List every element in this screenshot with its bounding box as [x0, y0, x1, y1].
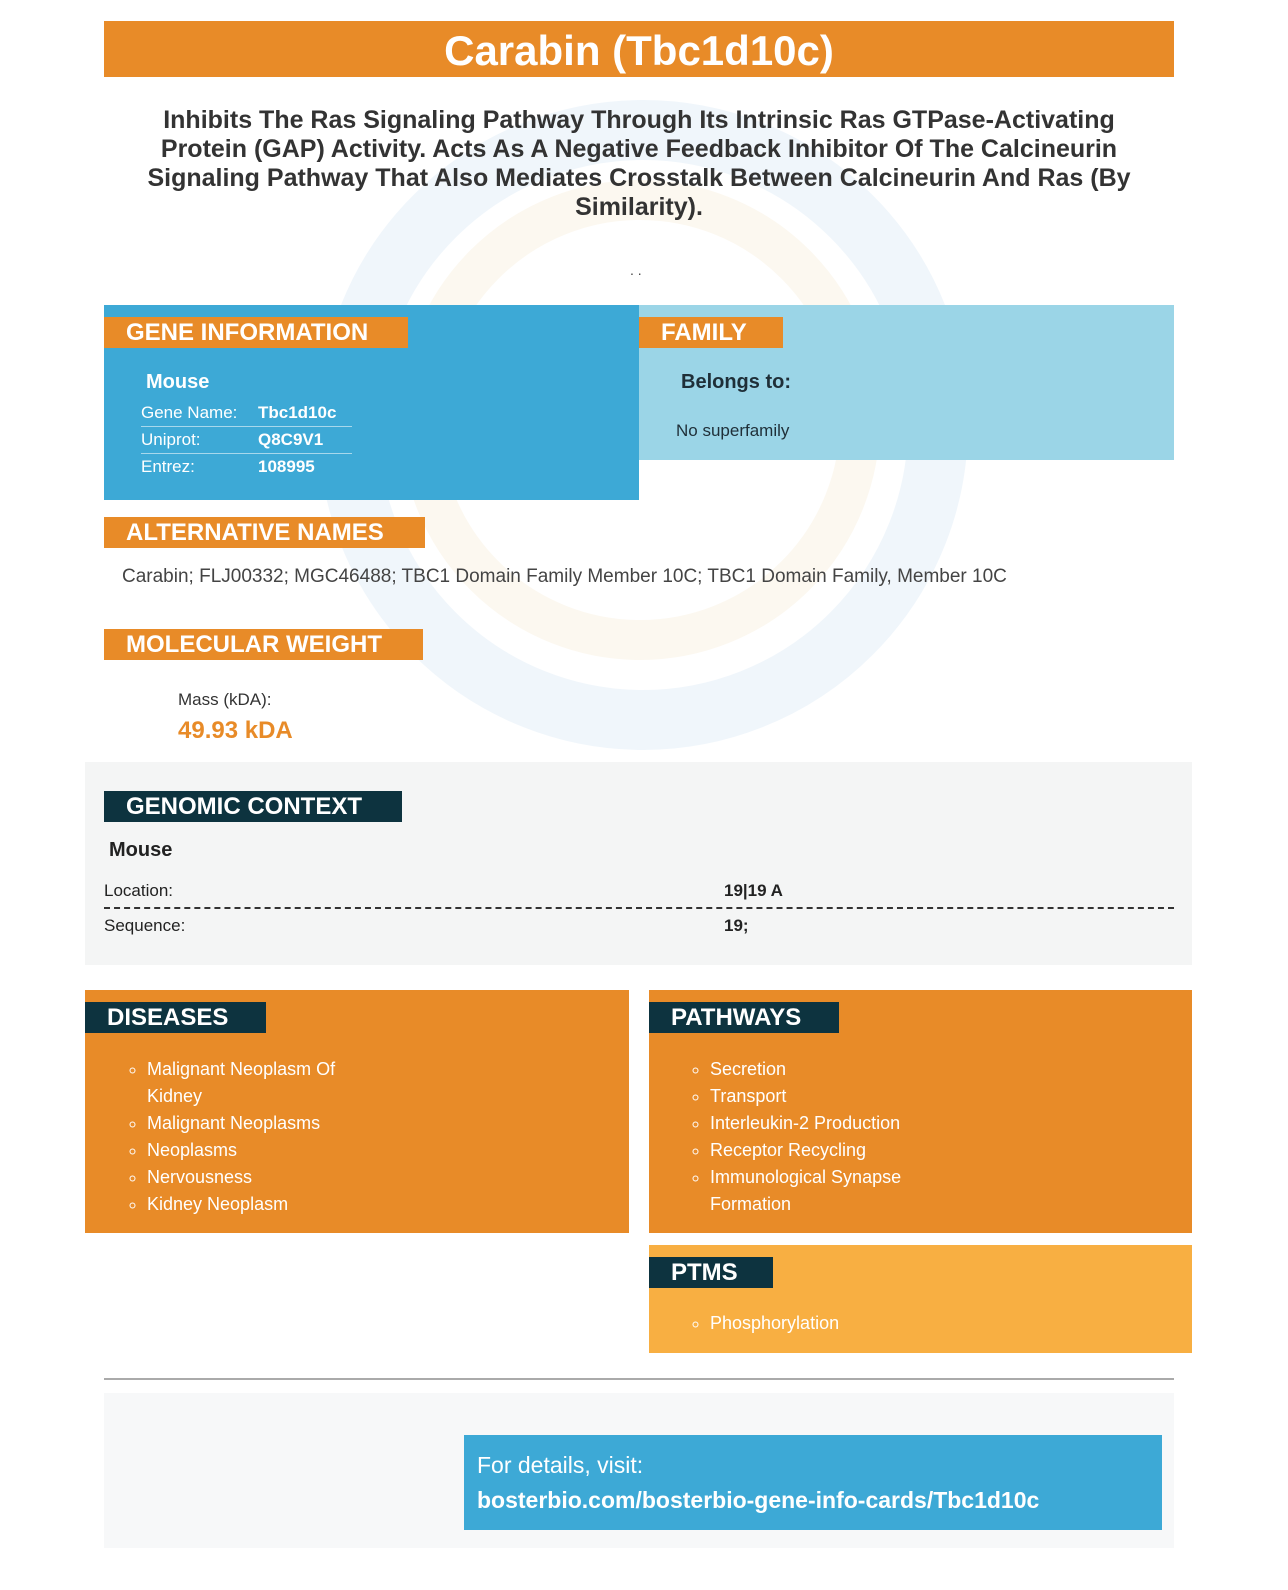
list-item: ◦ Immunological Synapse Formation	[710, 1164, 940, 1218]
list-item: ◦ Receptor Recycling	[710, 1137, 940, 1164]
pathways-list	[686, 1056, 940, 1218]
gene-row-key: Gene Name:	[141, 403, 238, 422]
mass-value: 49.93 kDA	[178, 717, 293, 744]
molecular-weight-heading: MOLECULAR WEIGHT	[104, 629, 423, 660]
gene-row-gene-name	[141, 400, 352, 427]
genomic-row-value: 19;	[724, 916, 749, 935]
list-item: ◦ Kidney Neoplasm	[147, 1191, 377, 1218]
gene-row-entrez	[141, 454, 352, 480]
genomic-species: Mouse	[109, 839, 173, 861]
visit-link[interactable]: bosterbio.com/bosterbio-gene-info-cards/Tbc1d10c	[477, 1487, 1040, 1513]
ptms-list	[686, 1310, 1010, 1337]
list-item: ◦ Nervousness	[147, 1164, 377, 1191]
visit-callout	[464, 1435, 1162, 1530]
list-item: ◦ Interleukin-2 Production	[710, 1110, 940, 1137]
pathways-heading: PATHWAYS	[649, 1002, 839, 1033]
footer-divider	[104, 1378, 1174, 1380]
gene-description: Inhibits The Ras Signaling Pathway Through Its Intrinsic Ras GTPase-Activating Protein (GAP) Activity. Acts As A Negative Feedback Inhibitor Of The Calcineurin Signaling Pathway That Also Mediates Crosstalk Between Calcineurin And Ras (By Similarity).	[147, 106, 1131, 221]
gene-row-value: Tbc1d10c	[258, 403, 337, 422]
family-value: No superfamily	[676, 421, 790, 440]
family-belongs-to: Belongs to:	[681, 371, 791, 393]
list-item: ◦ Neoplasms	[147, 1137, 377, 1164]
alternative-names-text: Carabin; FLJ00332; MGC46488; TBC1 Domain Family Member 10C; TBC1 Domain Family, Member 10C	[122, 566, 1007, 587]
list-item: ◦ Malignant Neoplasms	[147, 1110, 377, 1137]
gene-row-key: Uniprot:	[141, 430, 201, 449]
list-item: ◦ Malignant Neoplasm Of Kidney	[147, 1056, 377, 1110]
gene-row-value: Q8C9V1	[258, 430, 324, 449]
separator-dots: . .	[630, 262, 642, 278]
mass-label: Mass (kDA):	[178, 690, 272, 709]
genomic-row-key: Sequence:	[104, 916, 186, 935]
genomic-row-key: Location:	[104, 881, 173, 900]
gene-row-value: 108995	[258, 457, 315, 476]
gene-row-uniprot	[141, 427, 352, 454]
list-item: ◦ Secretion	[710, 1056, 940, 1083]
gene-species: Mouse	[146, 371, 210, 393]
gene-information-heading: GENE INFORMATION	[104, 317, 408, 348]
list-item: ◦ Phosphorylation	[710, 1310, 1010, 1337]
list-item: ◦ Transport	[710, 1083, 940, 1110]
genomic-row-sequence	[104, 908, 1174, 942]
alternative-names-heading: ALTERNATIVE NAMES	[104, 517, 425, 548]
family-heading: FAMILY	[639, 317, 783, 348]
diseases-heading: DISEASES	[85, 1002, 266, 1033]
genomic-row-value: 19|19 A	[724, 881, 783, 900]
ptms-heading: PTMS	[649, 1257, 773, 1288]
genomic-row-location	[104, 873, 1174, 909]
page-title: Carabin (Tbc1d10c)	[104, 21, 1174, 77]
genomic-context-heading: GENOMIC CONTEXT	[104, 791, 402, 822]
gene-row-key: Entrez:	[141, 457, 195, 476]
visit-label: For details, visit:	[477, 1452, 644, 1478]
diseases-list	[123, 1056, 377, 1218]
